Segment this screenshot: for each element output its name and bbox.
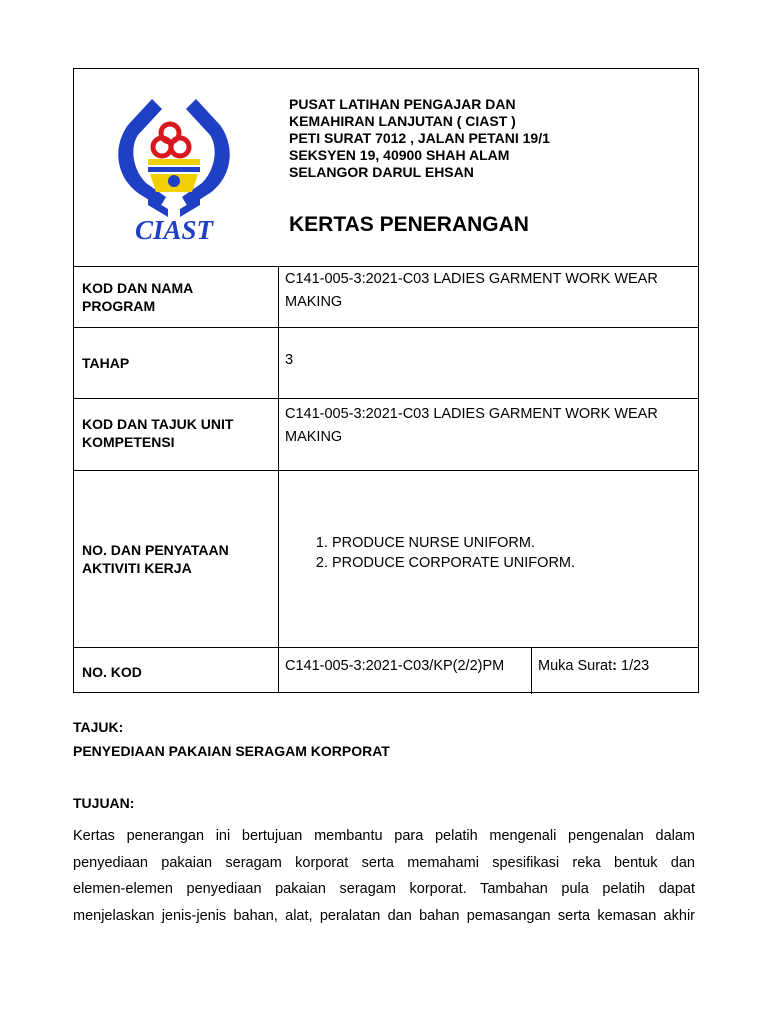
tajuk-label: TAJUK: [73,719,124,735]
list-item: 2. PRODUCE CORPORATE UNIFORM. [332,553,575,573]
page-number: Muka Surat: 1/23 [538,658,650,674]
org-line: KEMAHIRAN LANJUTAN ( CIAST ) [289,113,516,129]
org-line: SEKSYEN 19, 40900 SHAH ALAM [289,147,510,163]
paragraph-line: menjelaskan jenis-jenis bahan, alat, peralatan dan bahan pemasangan serta kemasan akhir [73,907,695,924]
paragraph-line: penyediaan pakaian seragam korporat serta memahami spesifikasi reka bentuk dan [73,854,695,871]
program-label: KOD DAN NAMA PROGRAM [82,280,194,314]
list-item: 1. PRODUCE NURSE UNIFORM. [332,533,575,553]
organization-address [289,96,550,181]
activities-list [306,533,575,573]
tujuan-label: TUJUAN: [73,795,135,811]
tujuan-paragraph [73,823,695,929]
ciast-logo [108,97,240,245]
row-tahap [74,327,698,398]
column-divider [531,648,532,694]
paragraph-line: elemen-elemen penyediaan pakaian seragam korporat. Tambahan pula pelatih dapat [73,881,695,897]
kod-label: NO. KOD [82,664,142,680]
tahap-label: TAHAP [82,355,130,371]
row-kod [74,647,698,693]
row-activities [74,470,698,647]
unit-label: KOD DAN TAJUK UNIT KOMPETENSI [82,416,234,450]
document-title: KERTAS PENERANGAN [289,213,529,236]
org-line: SELANGOR DARUL EHSAN [289,164,474,180]
info-table [73,68,699,693]
activities-label: NO. DAN PENYATAAN AKTIVITI KERJA [82,542,229,576]
tajuk-value: PENYEDIAAN PAKAIAN SERAGAM KORPORAT [73,743,390,759]
unit-value: C141-005-3:2021-C03 LADIES GARMENT WORK WEAR MAKING [285,406,658,445]
row-unit [74,398,698,470]
kod-value: C141-005-3:2021-C03/KP(2/2)PM [285,658,505,674]
program-value: C141-005-3:2021-C03 LADIES GARMENT WORK WEAR MAKING [285,271,658,310]
logo-text: CIAST [134,215,214,245]
row-program [74,266,698,327]
paragraph-line: Kertas penerangan ini bertujuan membantu para pelatih mengenali pengenalan dalam [73,828,695,844]
tahap-value: 3 [285,352,294,368]
org-line: PETI SURAT 7012 , JALAN PETANI 19/1 [289,130,550,146]
org-line: PUSAT LATIHAN PENGAJAR DAN [289,96,516,112]
